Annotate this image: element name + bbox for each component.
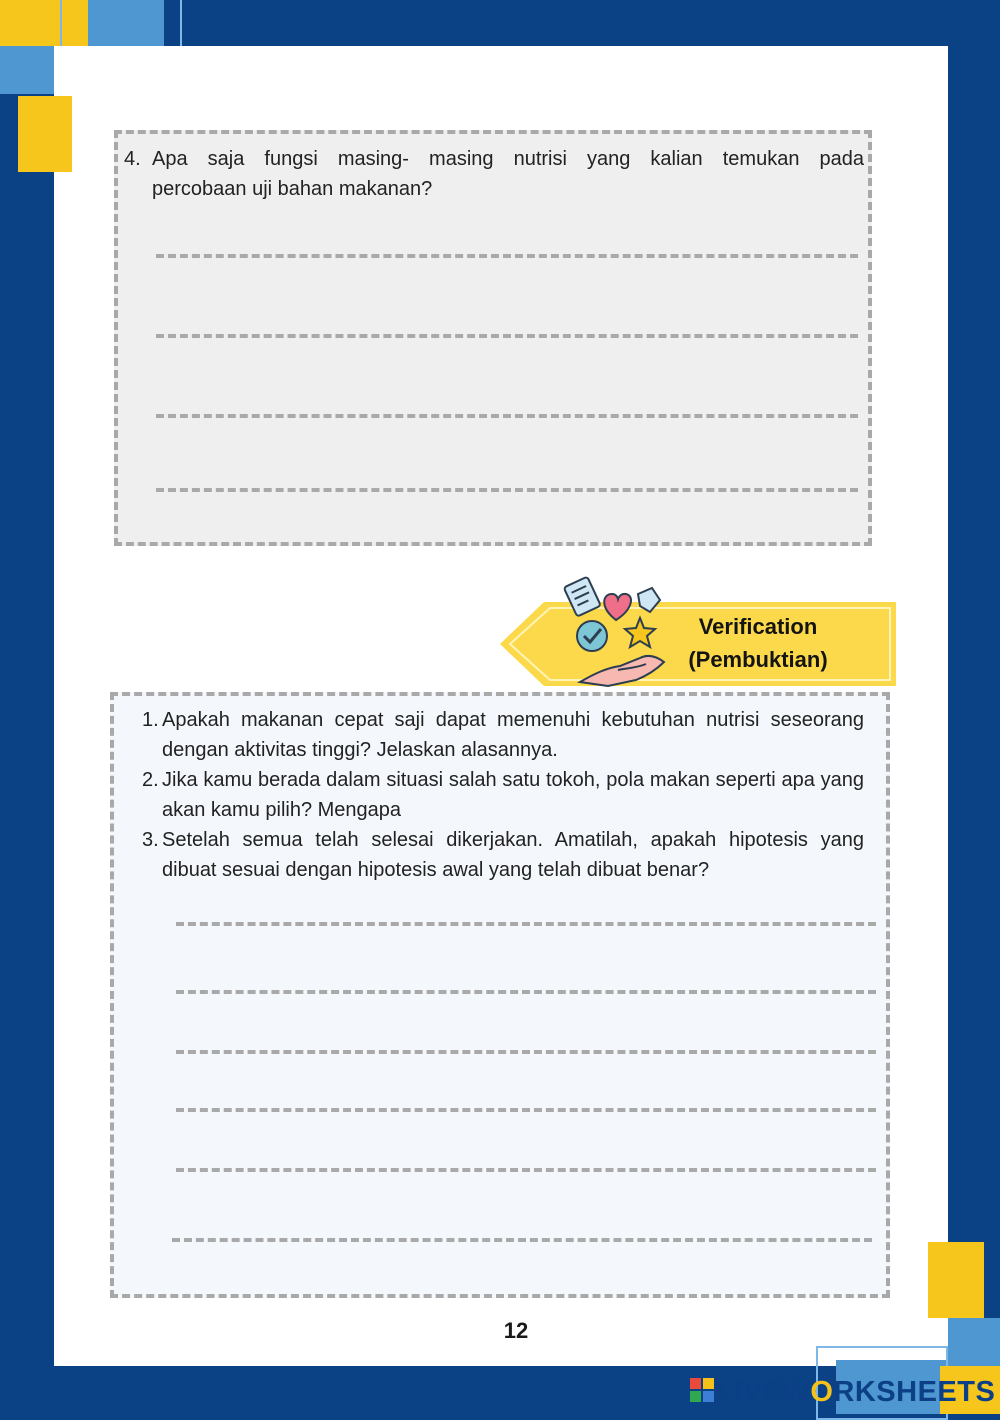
- brand-part1: LIVEW: [716, 1376, 811, 1408]
- side-tab-yellow-right: [928, 1242, 984, 1318]
- corner-square-blue-left: [0, 46, 54, 94]
- list-item: [142, 705, 864, 765]
- question-4: [124, 144, 864, 204]
- answer-line[interactable]: [156, 254, 858, 258]
- brand-part3: RKSHEETS: [833, 1376, 996, 1408]
- question-text: Apakah makanan cepat saji dapat memenuhi kebutuhan nutrisi seseorang dengan aktivitas tinggi? Jelaskan alasannya.: [162, 709, 864, 761]
- answer-line[interactable]: [176, 1168, 876, 1172]
- question-4-number: 4.: [124, 148, 141, 170]
- liveworksheets-logo-icon: [690, 1378, 714, 1402]
- answer-line[interactable]: [156, 488, 858, 492]
- section-title-line1: Verification: [698, 614, 818, 639]
- question-number: 2.: [142, 769, 159, 791]
- answer-line[interactable]: [176, 990, 876, 994]
- answer-line[interactable]: [156, 334, 858, 338]
- brand-part2: O: [810, 1376, 834, 1408]
- question-number: 3.: [142, 829, 159, 851]
- section-title: [660, 610, 856, 676]
- answer-line[interactable]: [172, 1238, 872, 1242]
- answer-line[interactable]: [156, 414, 858, 418]
- answer-line[interactable]: [176, 1108, 876, 1112]
- section-title-line2: (Pembuktian): [688, 647, 828, 672]
- brand-wordmark[interactable]: [716, 1376, 995, 1409]
- answer-line[interactable]: [176, 1050, 876, 1054]
- corner-square-blue-bottom: [948, 1318, 1000, 1364]
- verification-questions: [142, 705, 864, 885]
- list-item: [142, 765, 864, 825]
- page-number: 12: [503, 1318, 529, 1343]
- question-number: 1.: [142, 709, 159, 731]
- question-text: Jika kamu berada dalam situasi salah satu tokoh, pola makan seperti apa yang akan kamu pilih? Mengapa: [162, 769, 864, 821]
- question-4-line2: percobaan uji bahan makanan?: [152, 178, 433, 200]
- question-4-line1: Apa saja fungsi masing- masing nutrisi yang kalian temukan pada: [152, 148, 864, 170]
- list-item: [142, 825, 864, 885]
- question-text: Setelah semua telah selesai dikerjakan. Amatilah, apakah hipotesis yang dibuat sesuai dengan hipotesis awal yang telah dibuat benar?: [162, 829, 864, 881]
- hand-with-icons-illustration: [560, 574, 670, 694]
- answer-line[interactable]: [176, 922, 876, 926]
- side-tab-yellow-left: [18, 96, 72, 172]
